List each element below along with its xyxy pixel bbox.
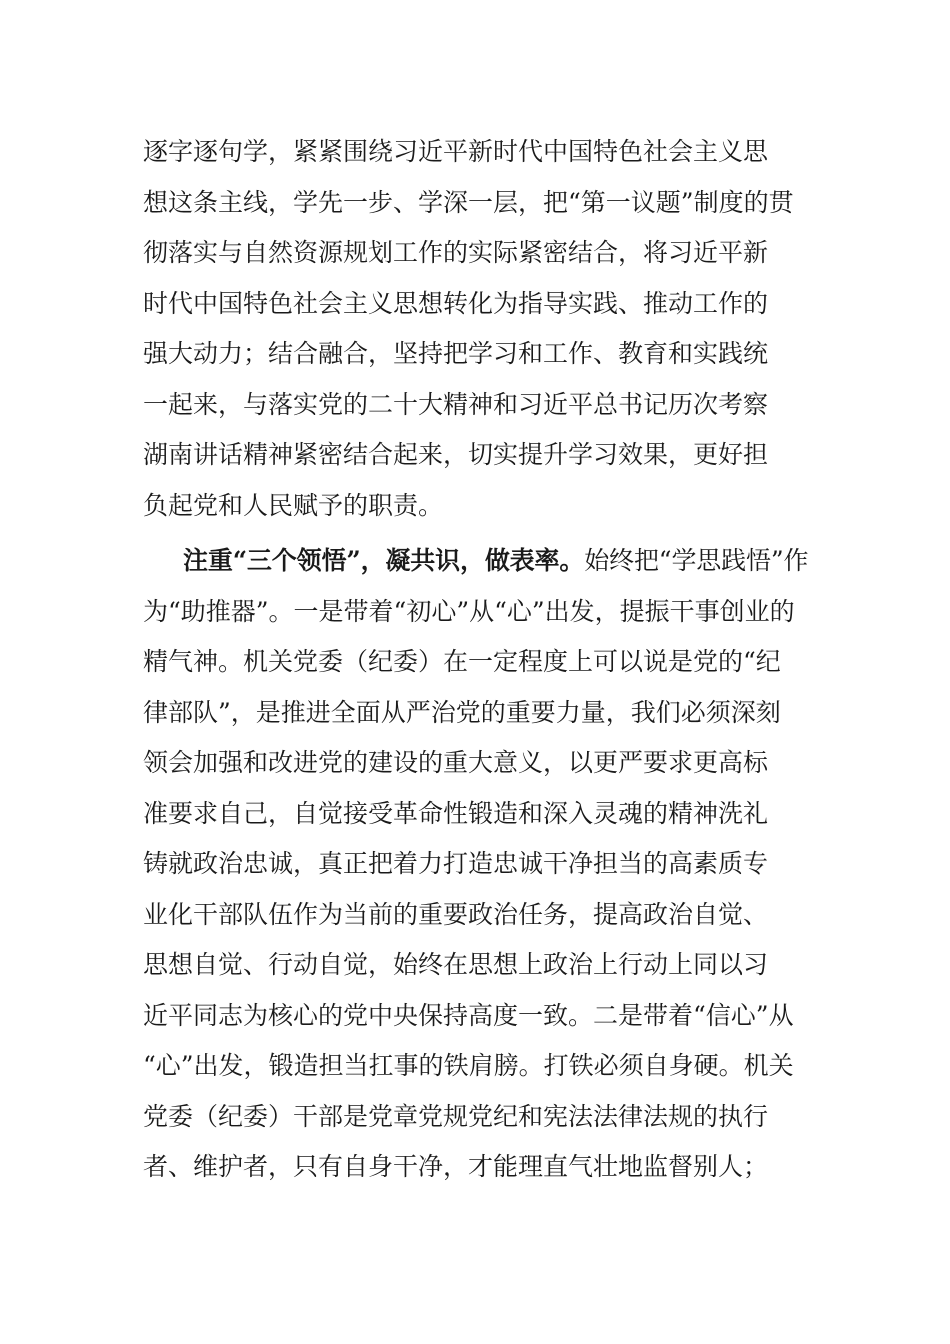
paragraph-line: 业化干部队伍作为当前的重要政治任务，提高政治自觉、 — [143, 899, 769, 929]
paragraph-line: 为“助推器”。一是带着“初心”从“心”出发，提振干事创业的 — [143, 596, 795, 626]
paragraph-line: 时代中国特色社会主义思想转化为指导实践、推动工作的 — [143, 288, 769, 318]
paragraph-line: “心”出发，锻造担当扛事的铁肩膀。打铁必须自身硬。机关 — [143, 1051, 794, 1080]
paragraph-line: 湖南讲话精神紧密结合起来，切实提升学习效果，更好担 — [143, 440, 769, 469]
paragraph-line: 铸就政治忠诚，真正把着力打造忠诚干净担当的高素质专 — [143, 849, 769, 878]
paragraph-line: 近平同志为核心的党中央保持高度一致。二是带着“信心”从 — [143, 1000, 794, 1030]
paragraph-line: 强大动力；结合融合，坚持把学习和工作、教育和实践统 — [143, 339, 769, 368]
paragraph-line: 准要求自己，自觉接受革命性锻造和深入灵魂的精神洗礼 — [143, 798, 769, 828]
paragraph-line: 党委（纪委）干部是党章党规党纪和宪法法律法规的执行 — [143, 1101, 769, 1131]
paragraph-line: 一起来，与落实党的二十大精神和习近平总书记历次考察 — [143, 389, 769, 419]
paragraph-line: 想这条主线，学先一步、学深一层，把“第一议题”制度的贯 — [143, 187, 794, 217]
paragraph-2 — [143, 536, 808, 1193]
paragraph-line: 逐字逐句学，紧紧围绕习近平新时代中国特色社会主义思 — [143, 137, 769, 166]
paragraph-line: 领会加强和改进党的建设的重大意义，以更严要求更高标 — [143, 748, 769, 777]
paragraph-1 — [143, 127, 808, 531]
paragraph-line: 律部队”，是推进全面从严治党的重要力量，我们必须深刻 — [143, 697, 781, 727]
paragraph-heading: 注重“三个领悟”，凝共识，做表率。 — [183, 546, 585, 575]
paragraph-line: 者、维护者，只有自身干净，才能理直气壮地监督别人； — [143, 1152, 769, 1181]
paragraph-first-line-text: 始终把“学思践悟”作 — [584, 546, 809, 575]
paragraph-line: 负起党和人民赋予的职责。 — [143, 490, 444, 520]
paragraph-line: 思想自觉、行动自觉，始终在思想上政治上行动上同以习 — [143, 950, 769, 979]
paragraph-first-line — [143, 536, 808, 587]
paragraph-line: 精气神。机关党委（纪委）在一定程度上可以说是党的“纪 — [143, 647, 781, 676]
paragraph-line: 彻落实与自然资源规划工作的实际紧密结合，将习近平新 — [143, 238, 769, 267]
